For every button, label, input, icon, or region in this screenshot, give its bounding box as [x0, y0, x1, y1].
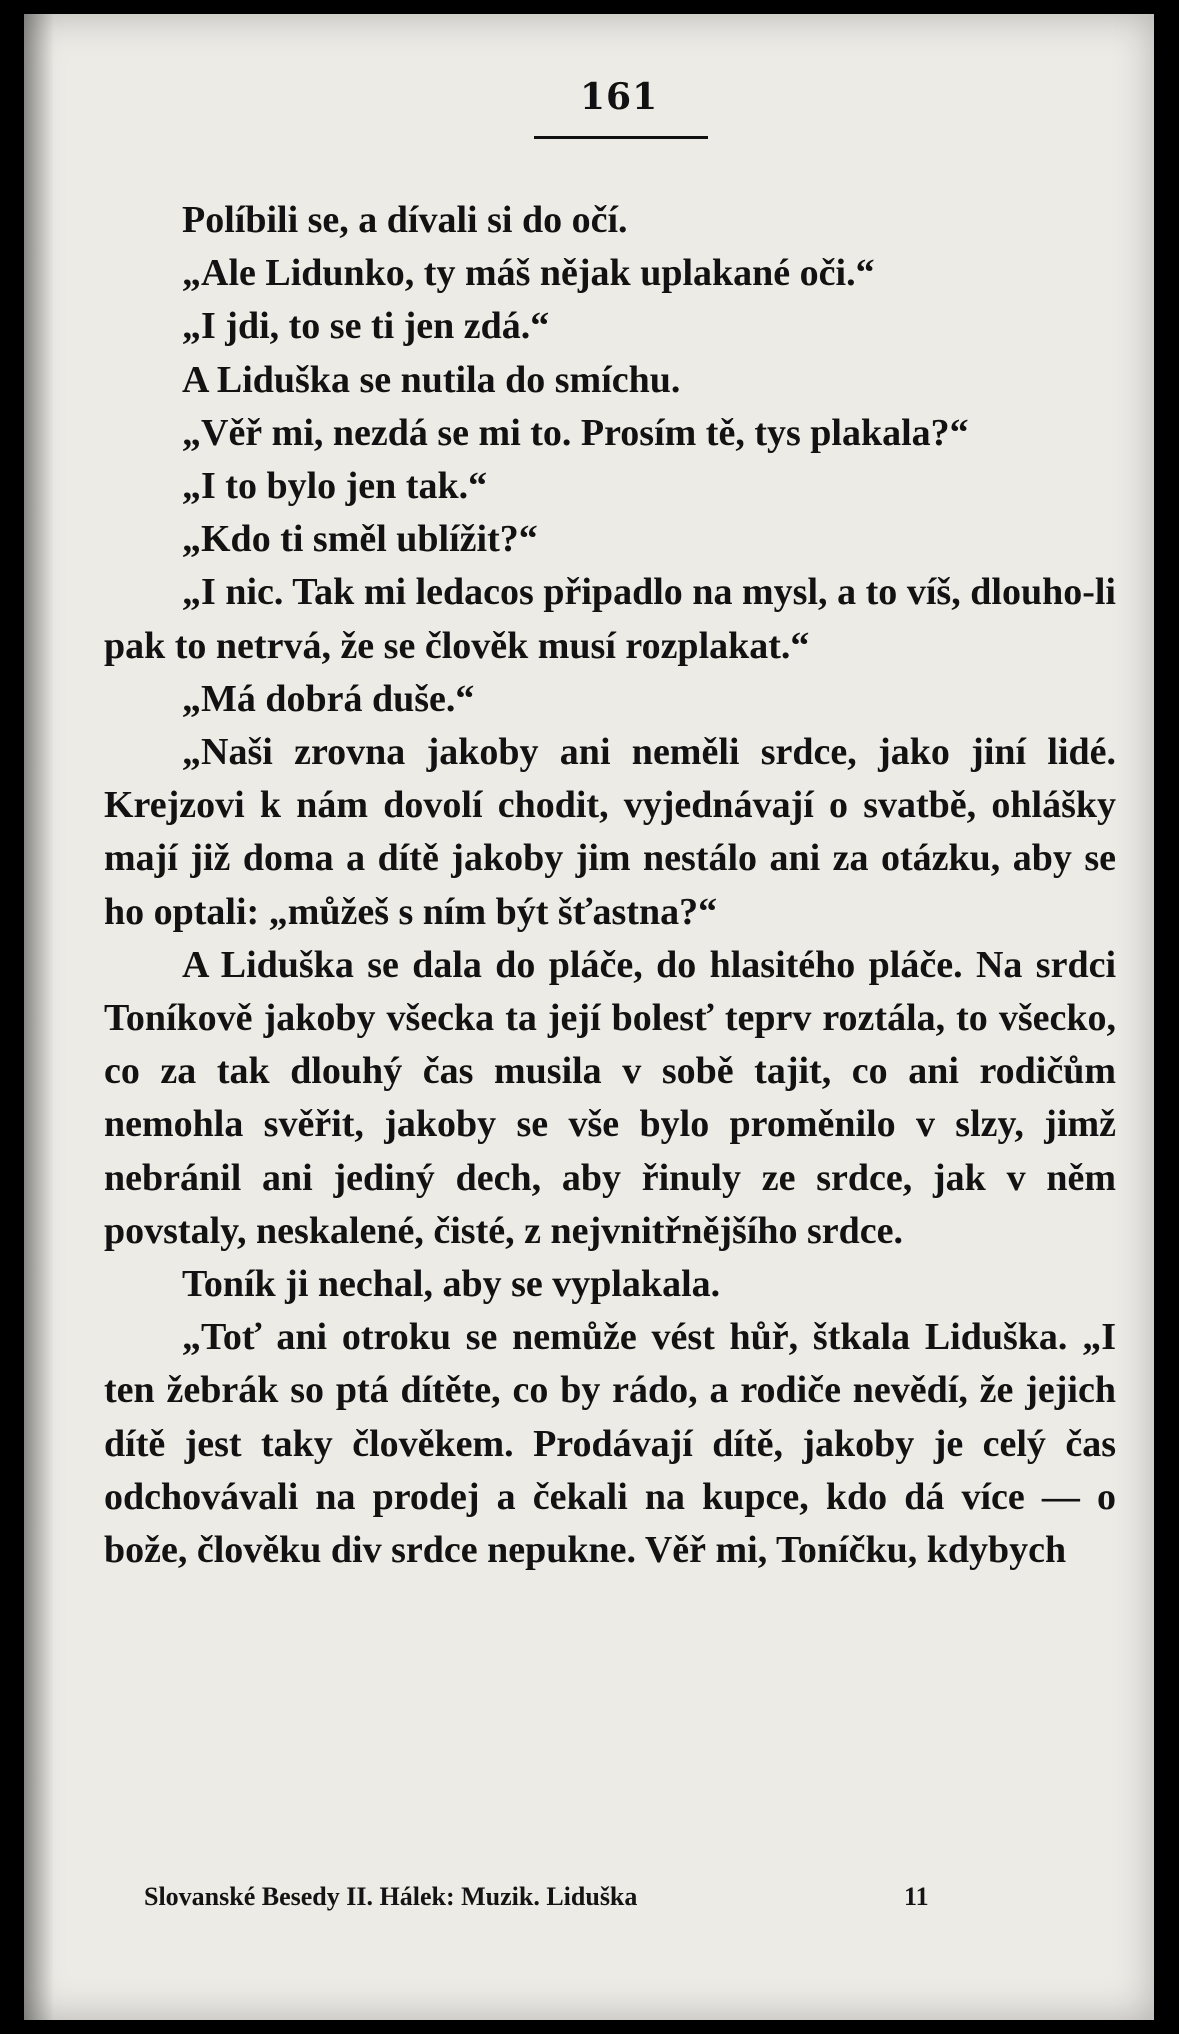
paragraph: „I nic. Tak mi ledacos připadlo na mysl, a to víš, dlouho-li pak to netrvá, že se člověk musí rozplakat.“: [104, 571, 1116, 667]
paragraph: „Naši zrovna jakoby ani neměli srdce, jako jiní lidé. Krejzovi k nám dovolí chodit, vyjednávají o svatbě, ohlášky mají již doma a dítě jakoby jim nestálo ani za otázku, aby se ho optali: „můžeš s ním být šťastna?“: [104, 731, 1116, 933]
paragraph: Toník ji nechal, aby se vyplakala.: [182, 1263, 721, 1306]
paragraph: „Věř mi, nezdá se mi to. Prosím tě, tys plakala?“: [182, 411, 969, 454]
footer-signature: Slovanské Besedy II. Hálek: Muzik. Liduška: [144, 1882, 638, 1911]
page-number: 161: [580, 76, 659, 118]
header-rule: [534, 136, 708, 139]
paragraph: „I jdi, to se ti jen zdá.“: [182, 305, 550, 348]
paragraph: Políbili se, a dívali si do očí.: [182, 199, 628, 241]
paragraph: „Ale Lidunko, ty máš nějak uplakané oči.“: [182, 252, 875, 295]
paragraph: „Kdo ti směl ublížit?“: [182, 518, 538, 561]
body-text: [104, 194, 1116, 1577]
paragraph: A Liduška se nutila do smíchu.: [182, 358, 681, 401]
footer-sheet-number: 11: [904, 1882, 929, 1911]
paragraph: „Má dobrá duše.“: [182, 677, 475, 720]
paragraph: „Toť ani otroku se nemůže vést hůř, štkala Liduška. „I ten žebrák so ptá dítěte, co by rádo, a rodiče nevědí, že jejich dítě jest taky člověkem. Prodávají dítě, jakoby je celý čas odchovávali na prodej a čekali na kupce, kdo dá více — o bože, člověku div srdce nepukne. Věř mi, Toníčku, kdybych: [104, 1316, 1116, 1572]
book-page: [24, 14, 1154, 2020]
paragraph: A Liduška se dala do pláče, do hlasitého pláče. Na srdci Toníkově jakoby všecka ta její bolesť teprv roztála, to všecko, co za tak dlouhý čas musila v sobě tajit, co ani rodičům nemohla svěřit, jakoby se vše bylo proměnilo v slzy, jimž nebránil ani jediný dech, aby řinuly ze srdce, jak v něm povstaly, neskalené, čisté, z nejvnitřnějšího srdce.: [104, 943, 1116, 1252]
paragraph: „I to bylo jen tak.“: [182, 465, 488, 508]
page-gutter-shadow: [24, 14, 54, 2020]
